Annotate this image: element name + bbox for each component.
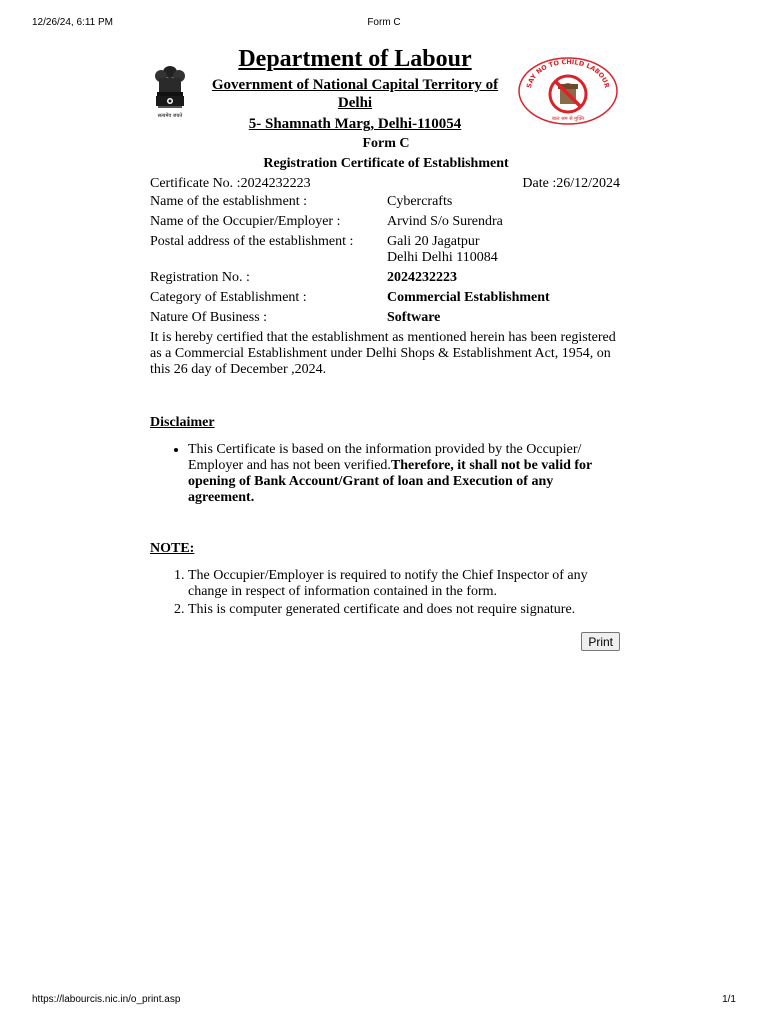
note-item: 2. This is computer generated certificate and does not require signature. bbox=[188, 602, 622, 618]
address-line-1: Gali 20 Jagatpur bbox=[387, 234, 480, 249]
disclaimer-title: Disclaimer bbox=[150, 415, 215, 430]
address-line-2: Delhi Delhi 110084 bbox=[387, 250, 498, 265]
disclaimer-bold-text: Therefore, it shall not be valid for opening of Bank Account/Grant of loan and Execution of any agreement. bbox=[188, 458, 592, 505]
print-button[interactable]: Print bbox=[581, 632, 620, 651]
certificate-row bbox=[150, 174, 622, 194]
field-value: Cybercrafts bbox=[387, 194, 453, 209]
note-list bbox=[150, 568, 622, 618]
field-value: Arvind S/o Surendra bbox=[387, 214, 503, 229]
logo-text: SAY NO TO CHILD LABOUR bbox=[525, 57, 611, 89]
note-title: NOTE: bbox=[150, 541, 195, 556]
government-title: Government of National Capital Territory of Delhi bbox=[211, 77, 499, 111]
field-value: Commercial Establishment bbox=[387, 290, 550, 305]
field-label: Name of the Occupier/Employer : bbox=[150, 214, 341, 229]
no-child-labour-logo-icon bbox=[517, 56, 619, 126]
date-value: 26/12/2024 bbox=[556, 176, 620, 191]
field-value bbox=[387, 234, 622, 266]
logo-bottom-text: बाल श्रम से मुक्ति bbox=[551, 116, 585, 122]
print-url: https://labourcis.nic.in/o_print.asp bbox=[32, 994, 181, 1005]
field-row-establishment-name bbox=[150, 194, 622, 210]
department-title: Department of Labour bbox=[238, 46, 472, 72]
emblem-caption: सत्यमेव जयते bbox=[157, 113, 183, 119]
disclaimer-item bbox=[188, 442, 622, 506]
disclaimer-list bbox=[150, 442, 622, 506]
field-value: 2024232223 bbox=[387, 270, 457, 285]
department-address: 5- Shamnath Marg, Delhi-110054 bbox=[248, 116, 462, 132]
print-footer bbox=[32, 994, 736, 1008]
field-row-nature-of-business bbox=[150, 310, 622, 326]
print-header bbox=[32, 17, 736, 31]
certification-statement: It is hereby certified that the establishment as mentioned herein has been registered as a Commercial Establishment under Delhi Shops & Establishment Act, 1954, on this 26 day of December ,2024. bbox=[150, 330, 616, 377]
certificate-no-value: 2024232223 bbox=[240, 176, 311, 191]
field-row-category bbox=[150, 290, 622, 306]
date-label: Date : bbox=[522, 176, 557, 191]
note-item: 1. The Occupier/Employer is required to notify the Chief Inspector of any change in respect of information contained in the form. bbox=[188, 568, 622, 600]
print-datetime: 12/26/24, 6:11 PM bbox=[32, 17, 113, 28]
field-row-occupier bbox=[150, 214, 622, 230]
letterhead bbox=[150, 44, 622, 134]
print-page-count: 1/1 bbox=[722, 994, 736, 1005]
form-subtitle: Registration Certificate of Establishment bbox=[263, 156, 509, 171]
field-label: Postal address of the establishment : bbox=[150, 234, 354, 249]
field-row-registration-no bbox=[150, 270, 622, 286]
field-label: Nature Of Business : bbox=[150, 310, 268, 325]
field-label: Registration No. : bbox=[150, 270, 250, 285]
print-button-wrap bbox=[150, 632, 622, 651]
certificate-date bbox=[522, 174, 620, 194]
letterhead-titles bbox=[195, 44, 515, 133]
disclaimer-text: This Certificate is based on the information provided by the Occupier/ Employer and has not been verified. bbox=[188, 442, 582, 473]
certificate-content bbox=[150, 44, 622, 651]
field-label: Category of Establishment : bbox=[150, 290, 307, 305]
form-name: Form C bbox=[362, 136, 410, 151]
field-value: Software bbox=[387, 310, 441, 325]
field-row-postal-address bbox=[150, 234, 622, 266]
national-emblem-icon bbox=[152, 62, 188, 122]
certificate-no-label: Certificate No. : bbox=[150, 176, 241, 191]
print-page-title: Form C bbox=[367, 17, 401, 28]
field-label: Name of the establishment : bbox=[150, 194, 308, 209]
